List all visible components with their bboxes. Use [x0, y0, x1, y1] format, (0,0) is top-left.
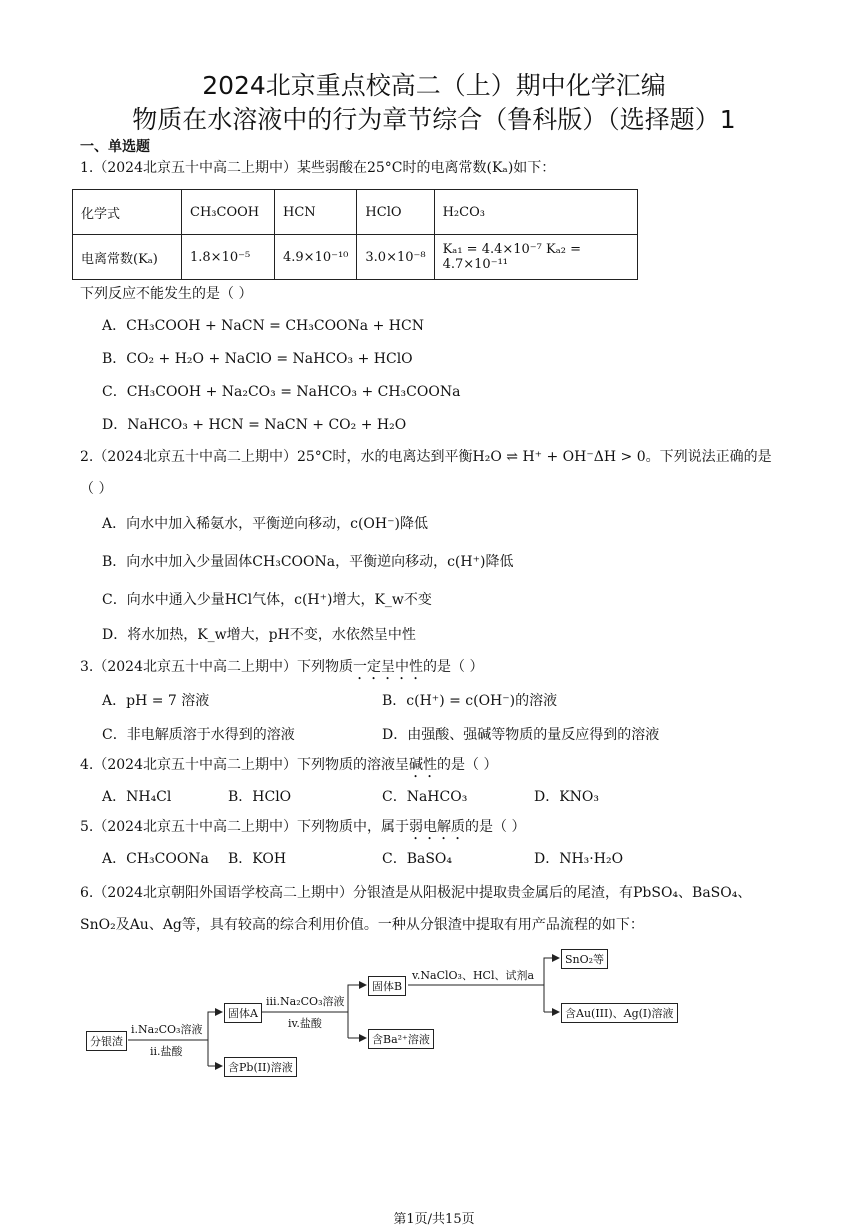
flow-box-solid-b: 固体B	[368, 976, 406, 996]
flow-box-start: 分银渣	[86, 1031, 127, 1051]
ka-cell: CH₃COOH	[182, 190, 275, 235]
q3-option-a: A．pH = 7 溶液	[102, 693, 210, 709]
q1-stem: 1.（2024北京五十中高二上期中）某些弱酸在25°C时的电离常数(Kₐ)如下：	[80, 160, 556, 176]
q6-stem-line-2: SnO₂及Au、Ag等，具有较高的综合利用价值。一种从分银渣中提取有用产品流程的如下：	[80, 917, 644, 933]
flow-box-ba-solution: 含Ba²⁺溶液	[368, 1029, 434, 1049]
q4-option-b: B．HClO	[228, 789, 292, 805]
title-line-2: 物质在水溶液中的行为章节综合（鲁科版）（选择题）1	[132, 105, 736, 134]
q2-stem: 2.（2024北京五十中高二上期中）25°C时，水的电离达到平衡H₂O ⇌ H⁺ + OH⁻ΔH > 0。下列说法正确的是	[80, 449, 772, 465]
ka-cell: HCN	[275, 190, 357, 235]
flow-box-solid-a: 固体A	[224, 1003, 262, 1023]
ka-cell: HClO	[357, 190, 434, 235]
q1-option-b: B．CO₂ + H₂O + NaClO = NaHCO₃ + HClO	[102, 351, 413, 367]
flow-step2-bottom: iv.盐酸	[288, 1017, 322, 1030]
q4-option-a: A．NH₄Cl	[102, 789, 172, 805]
ka-cell: 4.9×10⁻¹⁰	[275, 235, 357, 280]
q3-stem-emphasis: 一定呈中性	[353, 659, 423, 675]
flow-step3-top: v.NaClO₃、HCl、试剂a	[412, 969, 535, 982]
q2-option-d: D．将水加热，K_w增大，pH不变，水依然呈中性	[102, 627, 416, 643]
q5-option-c: C．BaSO₄	[382, 851, 453, 867]
q1-prompt: 下列反应不能发生的是（ ）	[80, 286, 253, 302]
q5-stem-emphasis: 弱电解质	[409, 819, 465, 835]
ka-cell: 1.8×10⁻⁵	[182, 235, 275, 280]
q2-paren: （ ）	[80, 481, 113, 497]
ka-cell: Kₐ₁ = 4.4×10⁻⁷ Kₐ₂ = 4.7×10⁻¹¹	[434, 235, 637, 280]
flow-box-sno2: SnO₂等	[561, 949, 608, 969]
q4-option-c: C．NaHCO₃	[382, 789, 468, 805]
q5-option-d: D．NH₃·H₂O	[534, 851, 624, 867]
flow-box-au-ag-solution: 含Au(III)、Ag(I)溶液	[561, 1003, 678, 1023]
q4-stem-pre: 4.（2024北京五十中高二上期中）下列物质的溶液呈	[80, 757, 409, 773]
q3-option-b: B．c(H⁺) = c(OH⁻)的溶液	[382, 693, 558, 709]
ka-cell: 化学式	[73, 190, 182, 235]
flow-step1-bottom: ii.盐酸	[150, 1045, 183, 1058]
ka-cell: H₂CO₃	[434, 190, 637, 235]
q5-stem-pre: 5.（2024北京五十中高二上期中）下列物质中，属于	[80, 819, 409, 835]
q1-option-c: C．CH₃COOH + Na₂CO₃ = NaHCO₃ + CH₃COONa	[102, 384, 461, 400]
flow-arrow	[208, 1012, 222, 1066]
q2-option-c: C．向水中通入少量HCl气体，c(H⁺)增大，K_w不变	[102, 592, 432, 608]
q2-option-a: A．向水中加入稀氨水，平衡逆向移动，c(OH⁻)降低	[102, 516, 428, 532]
q5-option-b: B．KOH	[228, 851, 287, 867]
q2-option-b: B．向水中加入少量固体CH₃COONa，平衡逆向移动，c(H⁺)降低	[102, 554, 514, 570]
flow-step2-top: iii.Na₂CO₃溶液	[266, 995, 345, 1008]
q1-option-d: D．NaHCO₃ + HCN = NaCN + CO₂ + H₂O	[102, 417, 407, 433]
q1-option-a: A．CH₃COOH + NaCN = CH₃COONa + HCN	[102, 318, 424, 334]
q3-option-d: D．由强酸、强碱等物质的量反应得到的溶液	[382, 727, 660, 743]
q5-option-a: A．CH₃COONa	[102, 851, 209, 867]
q6-stem-line-1: 6.（2024北京朝阳外国语学校高二上期中）分银渣是从阳极泥中提取贵金属后的尾渣，有PbSO₄、BaSO₄、	[80, 885, 752, 901]
flow-box-pb-solution: 含Pb(II)溶液	[224, 1057, 297, 1077]
flow-step1-top: i.Na₂CO₃溶液	[131, 1023, 203, 1036]
q3-stem-post: 的是（ ）	[423, 659, 484, 675]
ka-cell: 电离常数(Kₐ)	[73, 235, 182, 280]
section-heading: 一、单选题	[80, 139, 150, 155]
flow-arrow	[348, 985, 366, 1038]
ka-cell: 3.0×10⁻⁸	[357, 235, 434, 280]
page-footer: 第1页/共15页	[393, 1212, 475, 1227]
q3-option-c: C．非电解质溶于水得到的溶液	[102, 727, 295, 743]
title-line-1: 2024北京重点校高二（上）期中化学汇编	[202, 71, 666, 100]
q4-stem-post: 的是（ ）	[437, 757, 498, 773]
q4-stem-emphasis: 碱性	[409, 757, 437, 773]
q3-stem-pre: 3.（2024北京五十中高二上期中）下列物质	[80, 659, 353, 675]
q4-option-d: D．KNO₃	[534, 789, 600, 805]
q5-stem-post: 的是（ ）	[465, 819, 526, 835]
flow-arrow	[544, 958, 559, 1012]
